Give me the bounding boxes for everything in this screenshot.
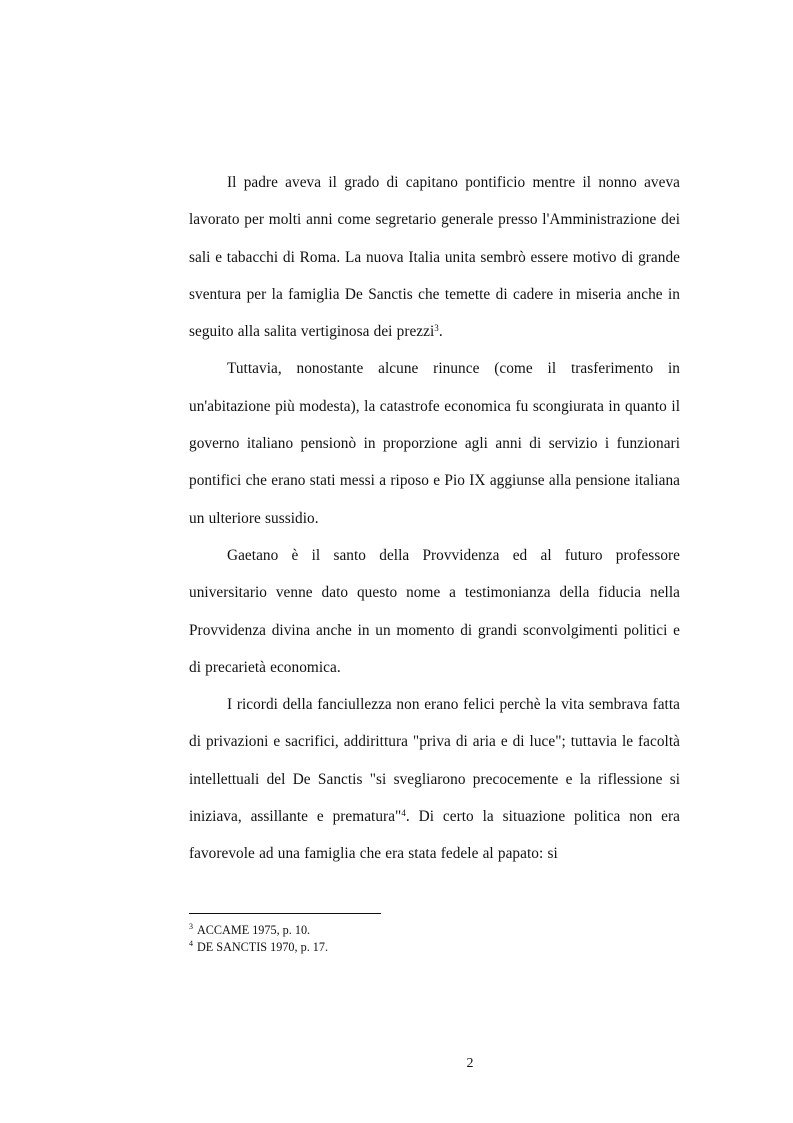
footnote-text: ACCAME 1975, p. 10. [197,923,311,937]
paragraph-tail: . [438,323,443,341]
paragraph-4 [189,686,680,872]
paragraph-text: Il padre aveva il grado di capitano pontificio mentre il nonno aveva lavorato per molti anni come segretario generale presso l'Amministrazione dei sali e tabacchi di Roma. La nuova Italia unita sembrò essere motivo di grande sventura per la famiglia De Sanctis che temette di cadere in miseria anche in seguito alla salita vertiginosa dei prezzi [189,174,680,341]
paragraph-tail: . Di certo la situazione politica non era favorevole ad una famiglia che era stata fedele al papato: si [189,808,680,863]
footnote-number: 4 [189,938,193,948]
footnote-reference: 3 [434,323,439,334]
paragraph-2 [189,350,680,536]
footnotes [189,922,680,956]
paragraph-3 [189,537,680,686]
paragraph-text: Tuttavia, nonostante alcune rinunce (come il trasferimento in un'abitazione più modesta), la catastrofe economica fu scongiurata in quanto il governo italiano pensionò in proporzione agli anni di servizio i funzionari pontifici che erano stati messi a riposo e Pio IX aggiunse alla pensione italiana un ulteriore sussidio. [189,360,680,527]
footnote-3 [189,922,680,939]
footnote-separator [189,913,381,914]
paragraph-1 [189,164,680,350]
paragraph-text: Gaetano è il santo della Provvidenza ed al futuro professore universitario venne dato questo nome a testimonianza della fiducia nella Provvidenza divina anche in un momento di grandi sconvolgimenti politici e di precarietà economica. [189,546,680,676]
footnote-number: 3 [189,921,193,931]
footnote-text: DE SANCTIS 1970, p. 17. [197,940,329,954]
page-number: 2 [466,1056,474,1071]
paragraph-text: I ricordi della fanciullezza non erano felici perchè la vita sembrava fatta di privazioni e sacrifici, addirittura "priva di aria e di luce"; tuttavia le facoltà intellettuali del De Sanctis "si svegliarono precocemente e la riflessione si iniziava, assillante e prematura" [189,696,680,826]
body-text [189,164,680,873]
footnote-4 [189,939,680,956]
footnote-reference: 4 [401,807,406,818]
